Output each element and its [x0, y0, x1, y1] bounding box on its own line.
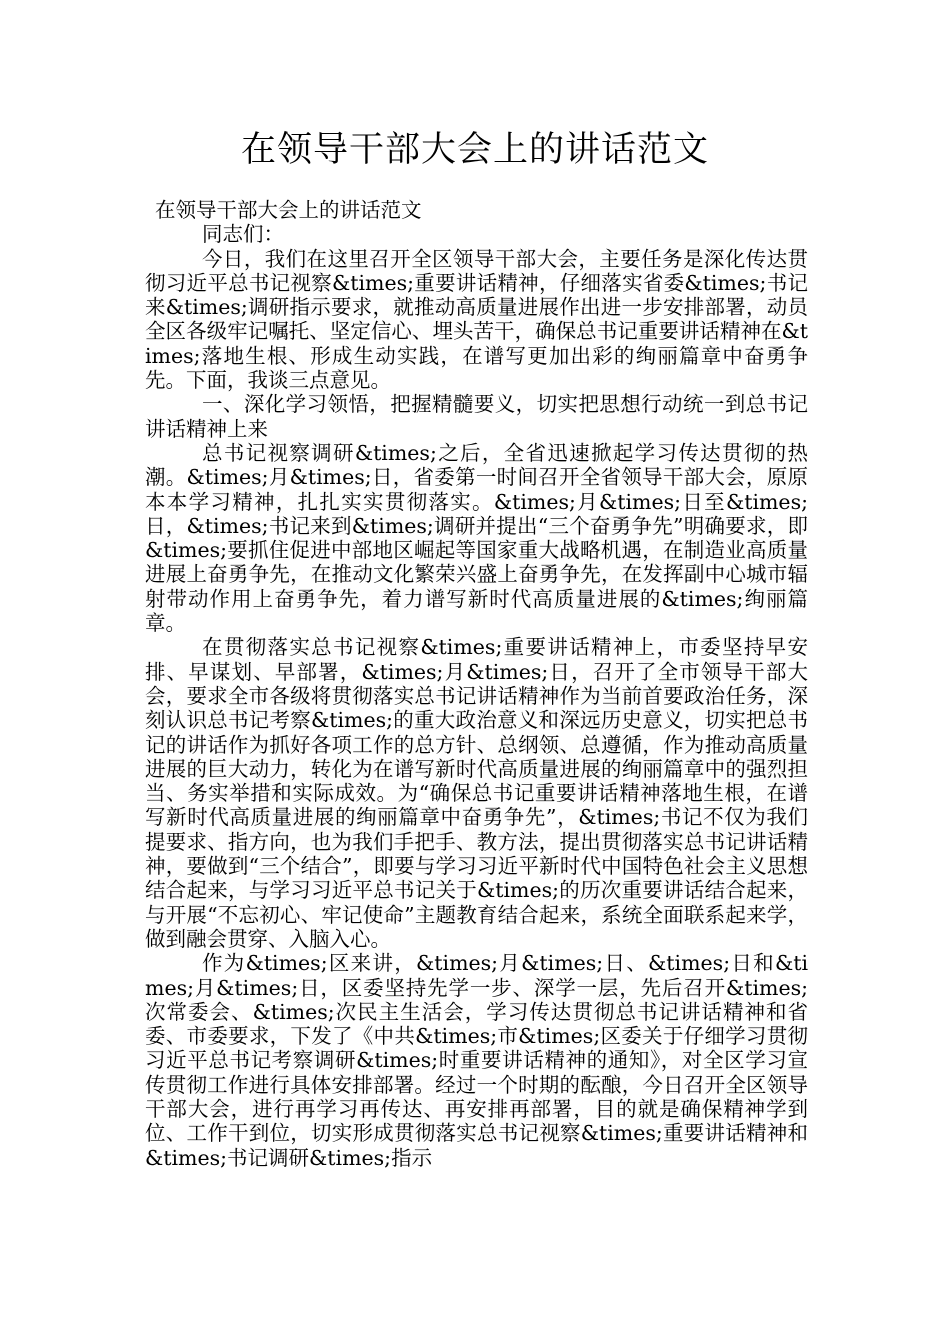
paragraph: 今日，我们在这里召开全区领导干部大会，主要任务是深化传达贯彻习近平总书记视察&times;重要讲话精神，仔细落实省委&times;书记来&times;调研指示要求，就推动高质量进展作出进一步安排部署，动员全区各级牢记嘱托、坚定信心、埋头苦干，确保总书记重要讲话精神在&times;落地生根、形成生动实践，在谱写更加出彩的绚丽篇章中奋勇争先。下面，我谈三点意见。	[145, 246, 808, 393]
paragraph: 总书记视察调研&times;之后，全省迅速掀起学习传达贯彻的热潮。&times;月&times;日，省委第一时间召开全省领导干部大会，原原本本学习精神，扎扎实实贯彻落实。&times;月&times;日至&times;日，&times;书记来到&times;调研并提出“三个奋勇争先”明确要求，即&times;要抓住促进中部地区崛起等国家重大战略机遇，在制造业高质量进展上奋勇争先，在推动文化繁荣兴盛上奋勇争先，在发挥副中心城市辐射带动作用上奋勇争先，着力谱写新时代高质量进展的&times;绚丽篇章。	[145, 440, 808, 636]
document-body	[145, 198, 808, 1170]
paragraph: 作为&times;区来讲，&times;月&times;日、&times;日和&times;月&times;日，区委坚持先学一步、深学一层，先后召开&times;次常委会、&times;次民主生活会，学习传达贯彻总书记讲话精神和省委、市委要求，下发了《中共&times;市&times;区委关于仔细学习贯彻习近平总书记考察调研&times;时重要讲话精神的通知》，对全区学习宣传贯彻工作进行具体安排部署。经过一个时期的酝酿，今日召开全区领导干部大会，进行再学习再传达、再安排再部署，目的就是确保精神学到位、工作干到位，切实形成贯彻落实总书记视察&times;重要讲话精神和&times;书记调研&times;指示	[145, 951, 808, 1170]
salutation: 同志们：	[202, 222, 284, 247]
section-heading: 一、深化学习领悟，把握精髓要义，切实把思想行动统一到总书记讲话精神上来	[145, 392, 808, 441]
document-subtitle: 在领导干部大会上的讲话范文	[155, 198, 422, 222]
document-title: 在领导干部大会上的讲话范文	[240, 130, 709, 170]
paragraph: 在贯彻落实总书记视察&times;重要讲话精神上，市委坚持早安排、早谋划、早部署，&times;月&times;日，召开了全市领导干部大会，要求全市各级将贯彻落实总书记讲话精神作为当前首要政治任务，深刻认识总书记考察&times;的重大政治意义和深远历史意义，切实把总书记的讲话作为抓好各项工作的总方针、总纲领、总遵循，作为推动高质量进展的巨大动力，转化为在谱写新时代高质量进展的绚丽篇章中的强烈担当、务实举措和实际成效。为“确保总书记重要讲话精神落地生根，在谱写新时代高质量进展的绚丽篇章中奋勇争先”，&times;书记不仅为我们提要求、指方向，也为我们手把手、教方法，提出贯彻落实总书记讲话精神，要做到“三个结合”，即要与学习习近平新时代中国特色社会主义思想结合起来，与学习习近平总书记关于&times;的历次重要讲话结合起来，与开展“不忘初心、牢记使命”主题教育结合起来，系统全面联系起来学，做到融会贯穿、入脑入心。	[145, 635, 808, 951]
